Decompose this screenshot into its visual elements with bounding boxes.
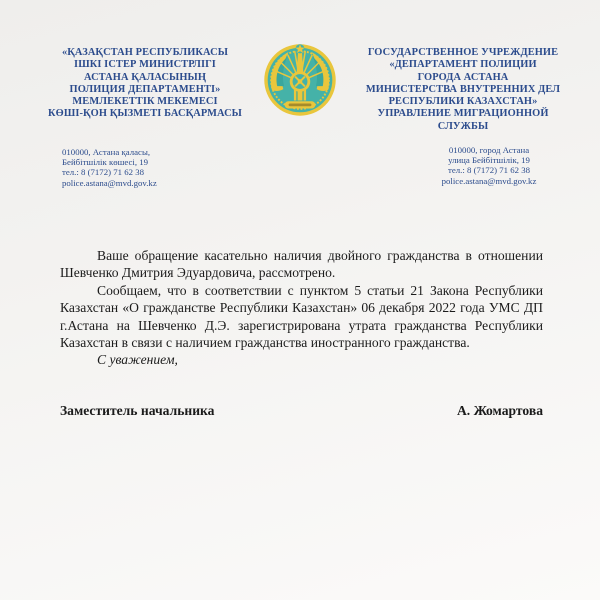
org-line: «ҚАЗАҚСТАН РЕСПУБЛИКАСЫ	[61, 47, 229, 58]
emblem-svg	[261, 42, 339, 118]
contact-address-line: улица Бейбітшілік, 19	[448, 155, 530, 166]
contact-phone-line: тел.: 8 (7172) 71 62 38	[62, 167, 145, 178]
contact-phone-line: тел.: 8 (7172) 71 62 38	[447, 165, 531, 176]
contact-address-line: 010000, Астана қаласы,	[62, 147, 151, 157]
org-line: УПРАВЛЕНИЕ МИГРАЦИОННОЙ	[377, 108, 549, 120]
contact-email-line: police.astana@mvd.gov.kz	[441, 175, 537, 186]
signer-position: Заместитель начальника	[60, 402, 215, 418]
kazakhstan-coat-of-arms-icon	[261, 42, 339, 118]
org-line: ГОСУДАРСТВЕННОЕ УЧРЕЖДЕНИЕ	[367, 47, 559, 58]
signature-row	[60, 402, 543, 419]
contact-address-line: Бейбітшілік көшесі, 19	[62, 157, 149, 168]
org-line: РЕСПУБЛИКИ КАЗАХСТАН»	[388, 96, 538, 108]
body-paragraph: Сообщаем, что в соответствии с пунктом 5 статьи 21 Закона Республики Казахстан «О гражданстве Республики Казахстан» 06 декабря 2022 года УМС ДП г.Астана на Шевченко Д.Э. зарегистрирована утрата гражданства Республики Казахстан в связи с наличием гражданства иностранного гражданства.	[60, 282, 543, 351]
org-line: ПОЛИЦИЯ ДЕПАРТАМЕНТІ»	[69, 83, 221, 95]
org-line: «ДЕПАРТАМЕНТ ПОЛИЦИИ	[389, 59, 537, 71]
org-line: ІШКІ ІСТЕР МИНИСТРЛІГІ	[74, 59, 216, 71]
contact-email-line: police.astana@mvd.gov.kz	[62, 177, 157, 188]
org-line: АСТАНА ҚАЛАСЫНЫҢ	[83, 71, 207, 83]
org-line: СЛУЖБЫ	[437, 120, 489, 132]
org-line: МИНИСТЕРСТВА ВНУТРЕННИХ ДЕЛ	[365, 83, 561, 95]
org-name-russian	[352, 47, 574, 133]
contact-block-russian	[428, 145, 550, 186]
org-line: МЕМЛЕКЕТТІК МЕКЕМЕСІ	[72, 96, 218, 108]
letter-body	[60, 247, 543, 419]
contact-block-kazakh	[62, 147, 157, 188]
signer-name: А. Жомартова	[456, 402, 543, 418]
org-line: КӨШІ-ҚОН ҚЫЗМЕТІ БАСҚАРМАСЫ	[48, 108, 242, 120]
org-name-kazakh	[38, 47, 252, 121]
org-line: ГОРОДА АСТАНА	[417, 71, 509, 83]
contact-address-line: 010000, город Астана	[448, 145, 530, 155]
body-paragraph: Ваше обращение касательно наличия двойного гражданства в отношении Шевченко Дмитрия Эдуардовича, рассмотрено.	[60, 248, 543, 281]
closing-phrase: С уважением,	[97, 352, 178, 368]
